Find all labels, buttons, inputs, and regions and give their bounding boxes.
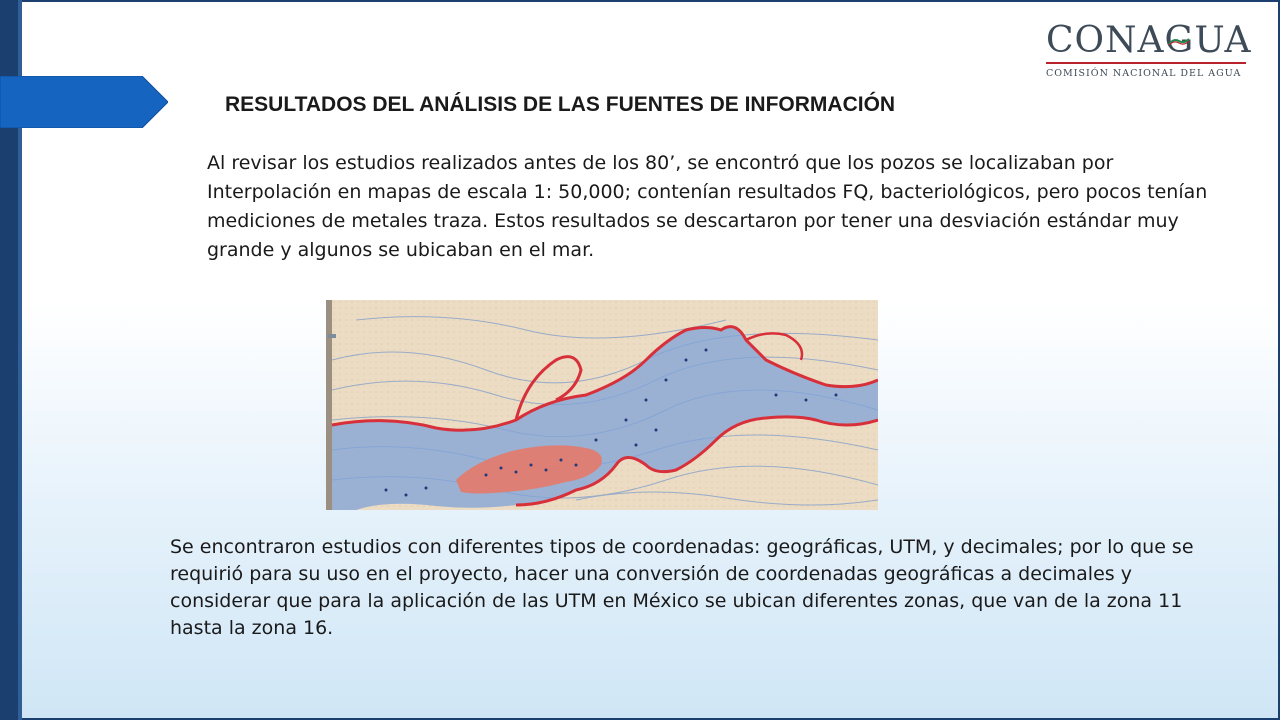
paragraph-coordinates: Se encontraron estudios con diferentes tipos de coordenadas: geográficas, UTM, y decimales; por lo que se requirió para su uso en el proyecto, hacer una conversión de coordenadas geográficas a decimales y considerar que para la aplicación de las UTM en México se ubican diferentes zonas, que van de la zona 11 hasta la zona 16. — [170, 536, 1194, 639]
historical-map-image — [326, 300, 878, 510]
frame-top — [0, 0, 1280, 2]
logo-rule — [1046, 62, 1246, 64]
logo-wordmark: CONAGUA — [1046, 20, 1252, 61]
conagua-logo — [1040, 20, 1250, 82]
slide-title: RESULTADOS DEL ANÁLISIS DE LAS FUENTES DE INFORMACIÓN — [225, 93, 896, 116]
arrow-banner-icon — [0, 76, 168, 128]
flag-icon — [1168, 37, 1190, 46]
logo-subtitle: COMISIÓN NACIONAL DEL AGUA — [1046, 68, 1242, 79]
paragraph-intro: Al revisar los estudios realizados antes de los 80’, se encontró que los pozos se localizaban por Interpolación en mapas de escala 1: 50,000; contenían resultados FQ, bacteriológicos, pero pocos tenían mediciones de metales traza. Estos resultados se descartaron por tener una desviación estándar muy grande y algunos se ubicaban en el mar. — [207, 152, 1208, 261]
